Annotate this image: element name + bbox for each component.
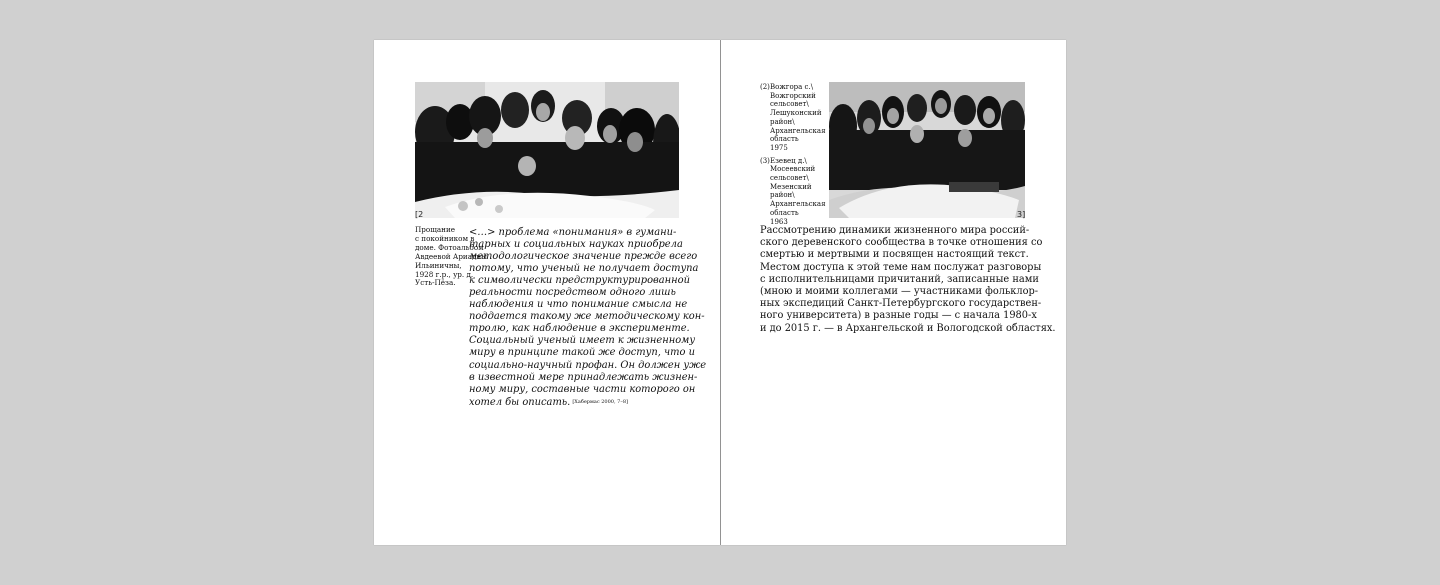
note-line: Мосеевский: [770, 165, 816, 174]
photo-notes: [760, 83, 824, 230]
quote-line: наблюдения и что понимание смысла не: [469, 299, 688, 311]
caption-line: Ильиничны,: [415, 260, 462, 270]
note-line: Вожгорский: [770, 91, 816, 100]
note-3: [760, 157, 824, 227]
caption-line: доме. Фотоальбом: [415, 242, 484, 252]
body-paragraph: [760, 225, 1056, 335]
citation: [Хабермас 2000, 7–8]: [572, 398, 628, 405]
quote-line: к символически предструктурированной: [469, 275, 690, 287]
caption-line: Усть-Пёза.: [415, 278, 456, 288]
note-line: сельсовет\: [770, 100, 809, 109]
note-line: сельсовет\: [770, 174, 809, 183]
note-text: [770, 157, 826, 227]
quote-line: миру в принципе такой же доступ, что и: [469, 347, 695, 359]
note-line: район\: [770, 117, 795, 126]
habermas-quote: [469, 227, 707, 409]
body-line: с исполнительницами причитаний, записанные нами: [760, 273, 1039, 285]
page-number-left: [2: [415, 210, 424, 219]
funeral-photo-right: [829, 82, 1025, 218]
note-line: область: [770, 208, 799, 217]
note-line: Архангельская: [770, 126, 826, 135]
page-number-right: 3]: [1017, 210, 1026, 219]
quote-line: социально-научный профан. Он должен уже: [469, 359, 707, 371]
body-line: смертью и мертвыми и посвящен настоящий текст.: [760, 249, 1029, 261]
caption-line: Авдеевой Ариадны: [415, 251, 487, 261]
right-page: [721, 40, 1066, 545]
note-line: Езевец д.\: [770, 156, 807, 165]
quote-line: тарных и социальных науках приобрела: [469, 239, 683, 251]
note-text: [770, 83, 826, 153]
caption-line: с покойником в: [415, 233, 475, 243]
note-number: (3): [760, 156, 770, 165]
quote-line: поддается такому же методическому кон-: [469, 311, 705, 323]
body-line: ского деревенского сообщества в точке отношения со: [760, 237, 1043, 249]
quote-line: Социальный ученый имеет к жизненному: [469, 335, 696, 347]
note-line: 1975: [770, 143, 788, 152]
funeral-photo-left: [415, 82, 679, 218]
quote-line: реальности посредством одного лишь: [469, 287, 676, 299]
note-line: район\: [770, 191, 795, 200]
quote-line: тролю, как наблюдение в эксперименте.: [469, 323, 690, 335]
quote-line: в известной мере принадлежать жизнен-: [469, 371, 698, 383]
note-line: Вожгора с.\: [770, 83, 814, 91]
left-page: [374, 40, 720, 545]
note-line: Архангельская: [770, 200, 826, 209]
quote-line: методологическое значение прежде всего: [469, 251, 698, 263]
note-line: Мезенский: [770, 182, 812, 191]
body-line: и до 2015 г. — в Архангельской и Вологодской областях.: [760, 322, 1056, 334]
note-line: область: [770, 135, 799, 144]
quote-line-text: хотел бы описать.: [469, 396, 571, 408]
body-line: (мною и моими коллегами — участниками фольклор-: [760, 286, 1039, 298]
quote-line: <…> проблема «понимания» в гумани-: [469, 227, 677, 238]
caption-line: Прощание: [415, 225, 455, 234]
caption-line: 1928 г.р., ур. д.: [415, 269, 474, 279]
note-line: Лешуконский: [770, 109, 822, 118]
body-line: ных экспедиций Санкт-Петербургского государствен-: [760, 298, 1042, 310]
body-line: Местом доступа к этой теме нам послужат разговоры: [760, 261, 1042, 273]
quote-line: ному миру, составные части которого он: [469, 383, 696, 395]
note-number: (2): [760, 83, 770, 91]
note-2: [760, 83, 824, 153]
body-line: Рассмотрению динамики жизненного мира россий-: [760, 225, 1030, 236]
note-line: 1963: [770, 217, 788, 226]
body-line: ного университета) в разные годы — с начала 1980-х: [760, 310, 1037, 322]
quote-line: [469, 396, 701, 409]
quote-line: потому, что ученый не получает доступа: [469, 263, 699, 275]
